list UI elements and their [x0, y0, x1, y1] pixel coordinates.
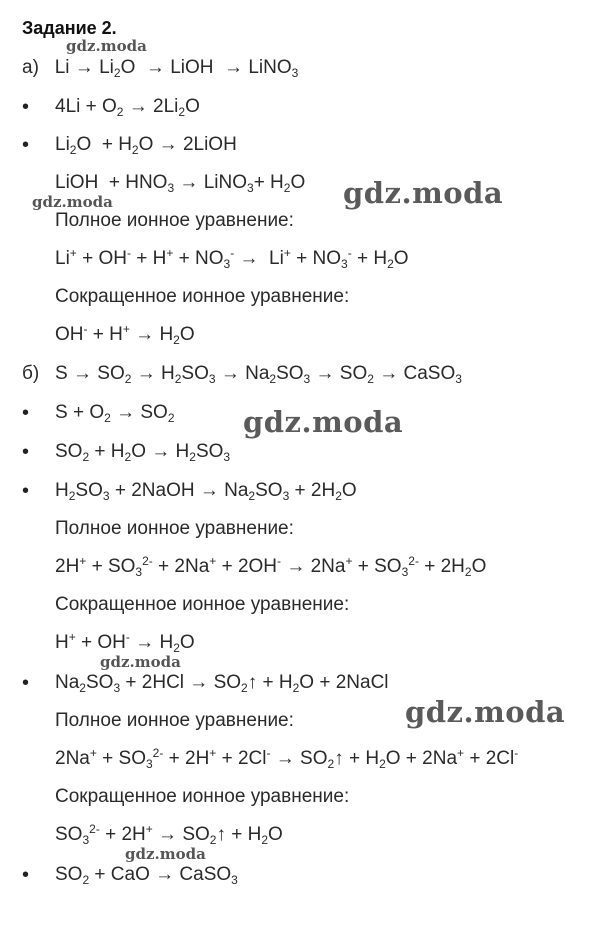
part-a-full-label: Полное ионное уравнение:: [55, 210, 294, 231]
part-a-eq1: $4Li + O_2 \to 2Li_2O$: [55, 96, 200, 119]
part-b-eq3: $H_2SO_3$ + 2NaOH → $Na_2SO_3 + 2H_2O$: [55, 480, 357, 503]
part-b-eq5: $SO_2$ + CaO → CaSO$_3$: [55, 864, 238, 887]
bullet-dot: •: [22, 480, 30, 502]
bullet-dot: •: [22, 441, 30, 463]
bullet-dot: •: [22, 864, 30, 886]
part-a-label: а): [22, 57, 39, 78]
bullet-dot: •: [22, 134, 30, 156]
bullet-dot: •: [22, 96, 30, 118]
bullet-dot: •: [22, 672, 30, 694]
watermark: gdz.moda: [243, 405, 404, 439]
part-a-short-label: Сокращенное ионное уравнение:: [55, 286, 350, 307]
watermark: gdz.moda: [32, 193, 113, 211]
watermark: gdz.moda: [66, 37, 147, 55]
bullet-dot: •: [22, 402, 30, 424]
part-a-full-eq: $Li^+ + OH^- + H^+ + NO_3^- \to Li^+ + NO_3^- + H_2O$: [55, 246, 409, 271]
part-a-chain: а) $Li \to Li_2O$ → LiOH → LiNO$_3$: [22, 57, 299, 80]
part-b-full-eq-2: $2Na^+ + SO_3^{2-} + 2H^+ + 2Cl^-$ → $SO_2↑ + H_2O + 2Na^+ + 2Cl^-$: [55, 746, 519, 771]
part-b-short-label-1: Сокращенное ионное уравнение:: [55, 594, 350, 615]
part-b-full-eq-1: $2H^+ + SO_3^{2-} + 2Na^+ + 2OH^- \to 2Na^+ + SO_3^{2-} + 2H_2O$: [55, 554, 487, 579]
part-b-label: б): [22, 363, 40, 384]
watermark: gdz.moda: [405, 695, 566, 729]
part-a-short-eq: $OH^- + H^+ \to H_2O$: [55, 322, 195, 347]
part-a-eq3: LiOH + $HNO_3$ → LiNO$_3$+ $H_2O$: [55, 172, 306, 195]
watermark: gdz.moda: [125, 845, 206, 863]
part-b-eq2: $SO_2 + H_2O \to H_2SO_3$: [55, 441, 231, 464]
watermark: gdz.moda: [100, 653, 181, 671]
part-b-full-label-1: Полное ионное уравнение:: [55, 518, 294, 539]
watermark: gdz.moda: [343, 176, 504, 210]
part-b-eq4: $Na_2SO_3 + 2HCl$ → $SO_2↑ + H_2O$ + 2NaCl: [55, 672, 389, 695]
part-b-short-label-2: Сокращенное ионное уравнение:: [55, 786, 350, 807]
part-b-full-label-2: Полное ионное уравнение:: [55, 710, 294, 731]
part-b-eq1: $S + O_2 \to SO_2$: [55, 402, 175, 425]
part-b-short-eq-1: $H^+ + OH^- \to H_2O$: [55, 630, 195, 655]
part-b-short-eq-2: $SO_3^{2-} + 2H^+$ → $SO_2↑ + H_2O$: [55, 822, 283, 847]
task-title: Задание 2.: [22, 18, 117, 38]
part-b-chain: б) $S \to SO_2 \to H_2SO_3 \to Na_2SO_3 \to SO_2$ → CaSO$_3$: [22, 363, 462, 386]
part-a-eq2: $Li_2O + H_2O$ → 2LiOH: [55, 134, 237, 157]
